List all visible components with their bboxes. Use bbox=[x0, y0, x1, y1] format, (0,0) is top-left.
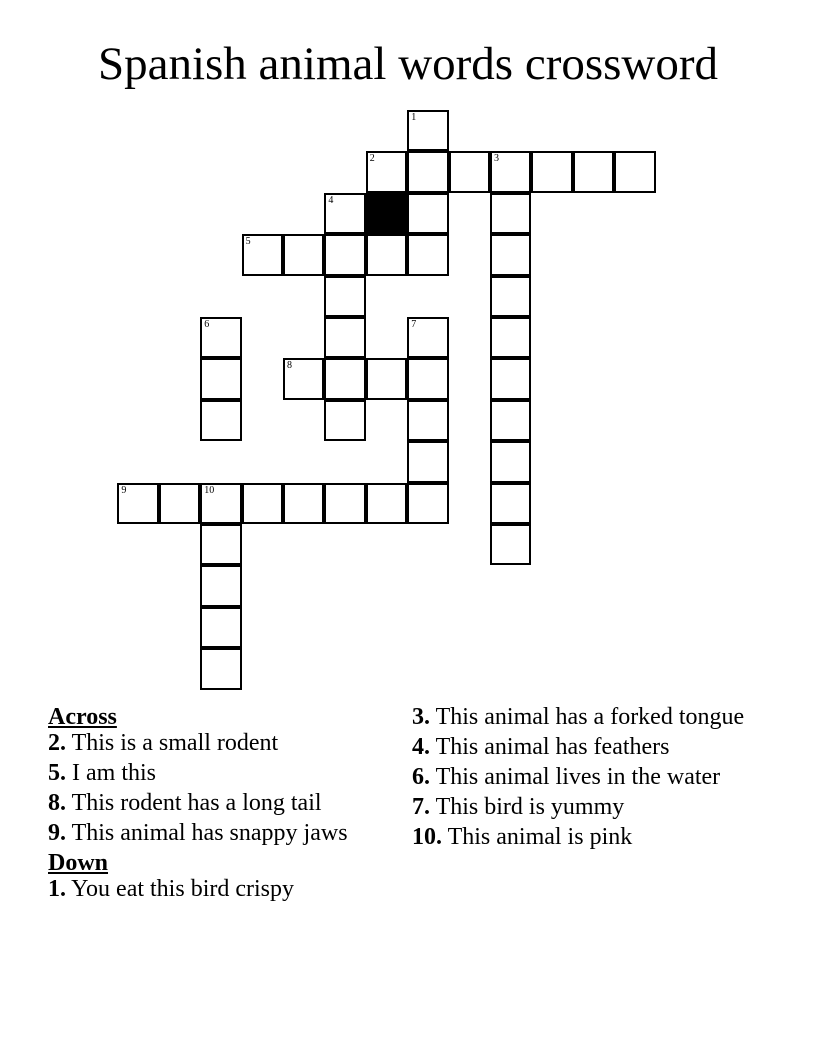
grid-cell[interactable] bbox=[200, 648, 241, 689]
grid-cell[interactable] bbox=[614, 151, 655, 192]
clue-text: This rodent has a long tail bbox=[71, 790, 322, 816]
grid-cell[interactable] bbox=[117, 483, 158, 524]
grid-cell[interactable] bbox=[283, 483, 324, 524]
page-title: Spanish animal words crossword bbox=[97, 38, 719, 90]
grid-cell[interactable] bbox=[324, 400, 365, 441]
grid-cell[interactable] bbox=[407, 193, 448, 234]
clue-down-4 bbox=[412, 734, 757, 760]
grid-cell[interactable] bbox=[490, 234, 531, 275]
cell-number: 1 bbox=[411, 112, 417, 123]
grid-cell[interactable] bbox=[200, 524, 241, 565]
clue-text: This animal has a forked tongue bbox=[435, 704, 745, 730]
clue-across-5 bbox=[48, 760, 393, 786]
grid-cell[interactable] bbox=[242, 483, 283, 524]
clue-number: 9. bbox=[48, 820, 66, 846]
clue-number: 10. bbox=[412, 824, 442, 850]
cell-number: 4 bbox=[328, 194, 334, 206]
grid-cell[interactable] bbox=[324, 234, 365, 275]
grid-cell[interactable] bbox=[324, 358, 365, 399]
grid-cell[interactable] bbox=[490, 193, 531, 234]
grid-cell[interactable] bbox=[490, 151, 531, 192]
clues-left-column bbox=[48, 704, 393, 906]
grid-cell[interactable] bbox=[200, 483, 241, 524]
grid-cell[interactable] bbox=[490, 276, 531, 317]
clue-text: This is a small rodent bbox=[71, 730, 279, 756]
clue-down-7 bbox=[412, 794, 757, 820]
clue-down-6 bbox=[412, 764, 757, 790]
clue-down-3 bbox=[412, 704, 757, 730]
clue-across-9 bbox=[48, 820, 393, 846]
cell-number: 9 bbox=[121, 484, 127, 496]
grid-cell[interactable] bbox=[283, 358, 324, 399]
cell-number: 7 bbox=[411, 319, 417, 330]
grid-cell[interactable] bbox=[366, 151, 407, 192]
grid-cell[interactable] bbox=[490, 524, 531, 565]
grid-cell[interactable] bbox=[200, 400, 241, 441]
across-heading: Across bbox=[48, 704, 117, 730]
grid-cell[interactable] bbox=[324, 483, 365, 524]
cell-number: 10 bbox=[204, 484, 215, 496]
grid-cell[interactable] bbox=[324, 276, 365, 317]
clue-text: This bird is yummy bbox=[435, 794, 625, 820]
grid-cell[interactable] bbox=[407, 483, 448, 524]
cell-number: 2 bbox=[369, 153, 375, 165]
clue-across-2 bbox=[48, 730, 393, 756]
clue-number: 1. bbox=[48, 876, 66, 902]
grid-cell[interactable] bbox=[200, 565, 241, 606]
grid-cell[interactable] bbox=[366, 234, 407, 275]
cell-number: 3 bbox=[494, 153, 499, 165]
grid-cell[interactable] bbox=[490, 400, 531, 441]
clue-number: 3. bbox=[412, 704, 430, 730]
clue-down-10 bbox=[412, 824, 757, 850]
clue-number: 8. bbox=[48, 790, 66, 816]
grid-cell-black bbox=[366, 193, 407, 234]
grid-cell[interactable] bbox=[366, 358, 407, 399]
grid-cell[interactable] bbox=[242, 234, 283, 275]
clue-across-8 bbox=[48, 790, 393, 816]
cell-number: 6 bbox=[204, 319, 210, 330]
clue-text: This animal lives in the water bbox=[435, 764, 721, 790]
grid-cell[interactable] bbox=[490, 358, 531, 399]
grid-cell[interactable] bbox=[490, 483, 531, 524]
cell-number: 8 bbox=[287, 360, 292, 372]
clue-number: 5. bbox=[48, 760, 66, 786]
clue-down-1 bbox=[48, 876, 393, 902]
grid-cell[interactable] bbox=[407, 234, 448, 275]
clue-number: 7. bbox=[412, 794, 430, 820]
grid-cell[interactable] bbox=[407, 151, 448, 192]
grid-cell[interactable] bbox=[531, 151, 572, 192]
grid-cell[interactable] bbox=[366, 483, 407, 524]
grid-cell[interactable] bbox=[490, 441, 531, 482]
grid-cell[interactable] bbox=[283, 234, 324, 275]
grid-cell[interactable] bbox=[200, 358, 241, 399]
grid-cell[interactable] bbox=[449, 151, 490, 192]
clue-text: This animal has feathers bbox=[435, 734, 670, 760]
clue-text: You eat this bird crispy bbox=[71, 876, 294, 902]
clue-number: 6. bbox=[412, 764, 430, 790]
grid-cell[interactable] bbox=[324, 193, 365, 234]
clue-number: 4. bbox=[412, 734, 430, 760]
grid-cell[interactable] bbox=[573, 151, 614, 192]
clue-text: This animal has snappy jaws bbox=[71, 820, 348, 846]
grid-cell[interactable] bbox=[200, 317, 241, 358]
grid-cell[interactable] bbox=[407, 317, 448, 358]
grid-cell[interactable] bbox=[407, 358, 448, 399]
clue-text: I am this bbox=[72, 760, 156, 786]
grid-cell[interactable] bbox=[407, 400, 448, 441]
cell-number: 5 bbox=[245, 236, 251, 248]
clue-text: This animal is pink bbox=[447, 824, 633, 850]
clues-right-column bbox=[412, 704, 757, 854]
down-heading: Down bbox=[48, 850, 109, 876]
grid-cell[interactable] bbox=[324, 317, 365, 358]
grid-cell[interactable] bbox=[490, 317, 531, 358]
grid-cell[interactable] bbox=[407, 441, 448, 482]
grid-cell[interactable] bbox=[159, 483, 200, 524]
grid-cell[interactable] bbox=[200, 607, 241, 648]
grid-cell[interactable] bbox=[407, 110, 448, 151]
clue-number: 2. bbox=[48, 730, 66, 756]
